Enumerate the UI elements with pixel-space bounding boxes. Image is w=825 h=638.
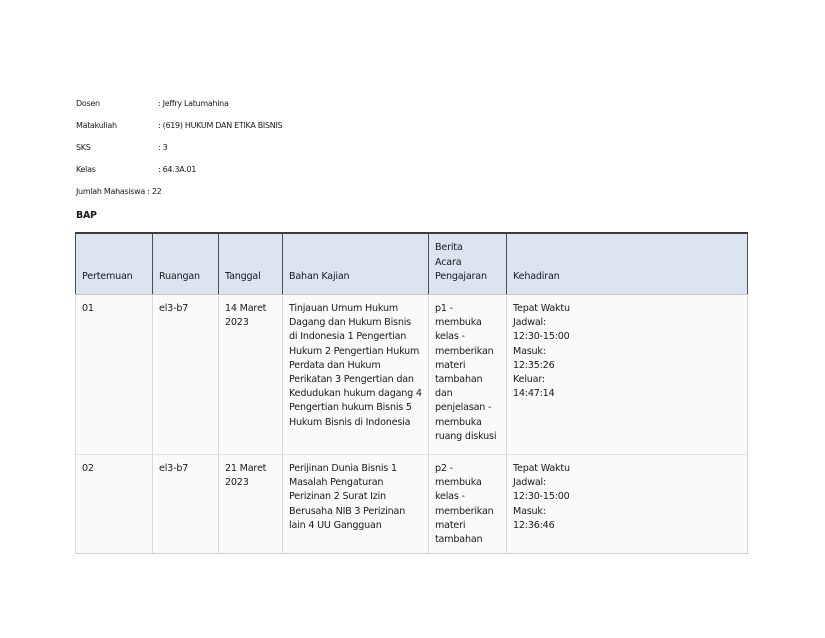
cell-ruangan: el3-b7 xyxy=(153,455,219,554)
cell-ruangan: el3-b7 xyxy=(153,295,219,455)
cell-berita-acara: p2 - membuka kelas - memberikan materi tambahan xyxy=(429,455,507,554)
cell-berita-acara: p1 - membuka kelas - memberikan materi tambahan dan penjelasan - membuka ruang diskusi xyxy=(429,295,507,455)
sks-label: SKS xyxy=(76,143,91,152)
header-bahan-kajian: Bahan Kajian xyxy=(283,233,429,295)
cell-tanggal: 14 Maret 2023 xyxy=(219,295,283,455)
kelas-label: Kelas xyxy=(76,165,96,174)
header-berita-acara: Berita Acara Pengajaran xyxy=(429,233,507,295)
header-kehadiran: Kehadiran xyxy=(507,233,748,295)
header-tanggal: Tanggal xyxy=(219,233,283,295)
bap-table xyxy=(75,232,748,554)
cell-pertemuan: 02 xyxy=(76,455,153,554)
header-ruangan: Ruangan xyxy=(153,233,219,295)
dosen-value: : Jeffry Latumahina xyxy=(158,99,229,108)
jumlah-mahasiswa-text: Jumlah Mahasiswa : 22 xyxy=(76,187,162,196)
cell-bahan-kajian: Perijinan Dunia Bisnis 1 Masalah Pengaturan Perizinan 2 Surat Izin Berusaha NIB 3 Perizinan lain 4 UU Gangguan xyxy=(283,455,429,554)
info-row-jumlah xyxy=(76,187,282,209)
sks-value: : 3 xyxy=(158,143,168,152)
header-pertemuan: Pertemuan xyxy=(76,233,153,295)
table-row xyxy=(76,295,748,455)
table-row xyxy=(76,455,748,554)
dosen-label: Dosen xyxy=(76,99,100,108)
matakuliah-value: : (619) HUKUM DAN ETIKA BISNIS xyxy=(158,121,283,130)
info-row-matakuliah xyxy=(76,121,282,143)
cell-tanggal: 21 Maret 2023 xyxy=(219,455,283,554)
table-header-row xyxy=(76,233,748,295)
kelas-value: : 64.3A.01 xyxy=(158,165,197,174)
info-row-kelas xyxy=(76,165,282,187)
info-row-sks xyxy=(76,143,282,165)
matakuliah-label: Matakuliah xyxy=(76,121,117,130)
info-row-dosen xyxy=(76,99,282,121)
cell-kehadiran: Tepat Waktu Jadwal: 12:30-15:00 Masuk: 12:36:46 xyxy=(507,455,748,554)
course-info xyxy=(76,99,282,209)
cell-bahan-kajian: Tinjauan Umum Hukum Dagang dan Hukum Bisnis di Indonesia 1 Pengertian Hukum 2 Pengertian Hukum Perdata dan Hukum Perikatan 3 Pengertian dan Kedudukan hukum dagang 4 Pengertian hukum Bisnis 5 Hukum Bisnis di Indonesia xyxy=(283,295,429,455)
section-title: BAP xyxy=(76,210,97,221)
cell-kehadiran: Tepat Waktu Jadwal: 12:30-15:00 Masuk: 12:35:26 Keluar: 14:47:14 xyxy=(507,295,748,455)
cell-pertemuan: 01 xyxy=(76,295,153,455)
